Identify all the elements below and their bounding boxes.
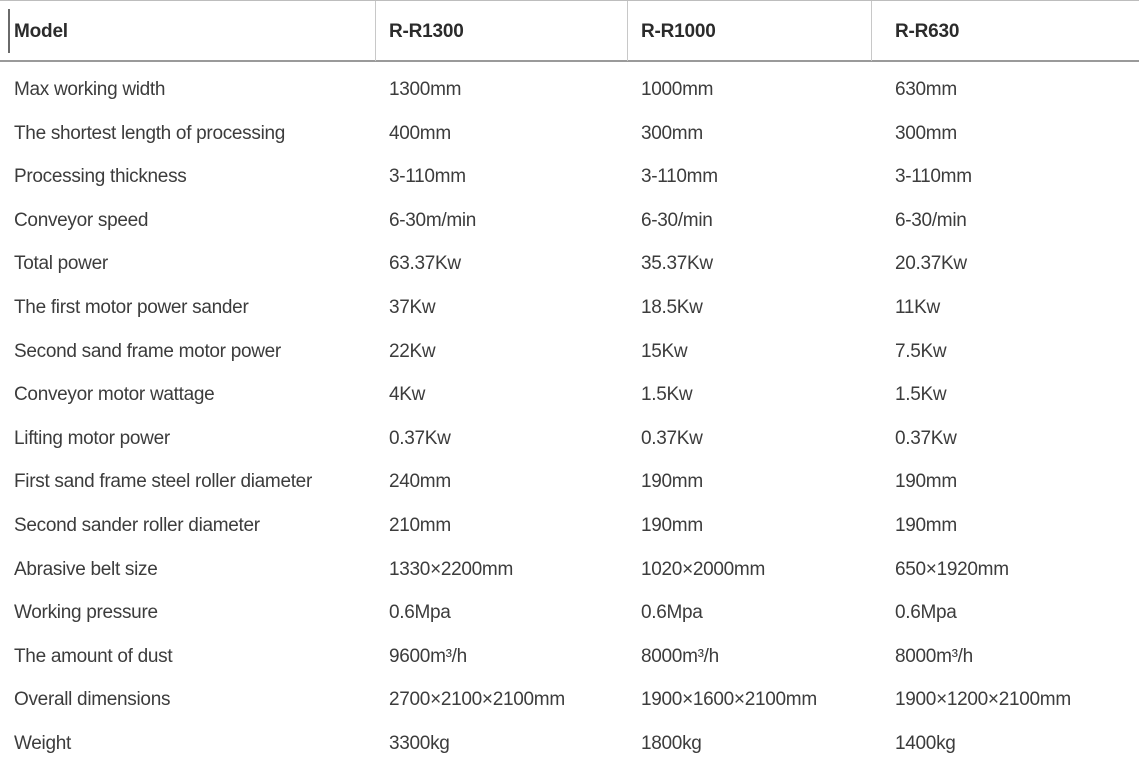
cell-r-r1300: 0.6Mpa [389,602,451,624]
cell-r-r1300: 37Kw [389,296,436,318]
row-label: Second sander roller diameter [14,514,260,536]
cell-r-r1300: 63.37Kw [389,253,461,275]
cell-r-r1000: 190mm [641,514,703,536]
table-body [0,68,1139,766]
cell-r-r630: 300mm [895,122,957,144]
header-column-divider [627,1,628,61]
cell-r-r1000: 8000m³/h [641,645,719,667]
cell-r-r630: 650×1920mm [895,558,1009,580]
cell-r-r630: 6-30/min [895,209,967,231]
cell-r-r1300: 210mm [389,514,451,536]
cell-r-r630: 1.5Kw [895,384,947,406]
cell-r-r1000: 1.5Kw [641,384,693,406]
row-label: Weight [14,732,71,754]
cell-r-r1300: 4Kw [389,384,426,406]
cell-r-r630: 190mm [895,471,957,493]
table-row [0,112,1139,156]
cell-r-r1000: 1800kg [641,732,702,754]
row-label: Total power [14,253,108,275]
cell-r-r1000: 1000mm [641,79,714,100]
header-column-divider [375,1,376,61]
table-row [0,460,1139,504]
row-label: Lifting motor power [14,427,170,449]
cell-r-r1300: 1300mm [389,79,462,100]
cell-r-r630: 11Kw [895,296,940,318]
cell-r-r1300: 1330×2200mm [389,558,513,580]
cell-r-r630: 0.37Kw [895,427,957,449]
cell-r-r1000: 15Kw [641,340,688,362]
cell-r-r630: 8000m³/h [895,645,973,667]
row-label: Processing thickness [14,166,187,188]
table-row [0,591,1139,635]
table-row [0,722,1139,766]
cell-r-r1000: 0.37Kw [641,427,703,449]
cell-r-r1000: 6-30/min [641,209,713,231]
cell-r-r1000: 18.5Kw [641,296,703,318]
table-row [0,68,1139,112]
header-lead-bar [8,9,10,53]
cell-r-r1300: 2700×2100×2100mm [389,689,565,711]
header-r-r1000: R-R1000 [641,21,716,42]
cell-r-r630: 0.6Mpa [895,602,957,624]
cell-r-r630: 190mm [895,514,957,536]
row-label: Abrasive belt size [14,558,158,580]
cell-r-r1300: 6-30m/min [389,209,477,231]
cell-r-r1000: 1020×2000mm [641,558,765,580]
cell-r-r630: 3-110mm [895,166,972,188]
cell-r-r1000: 300mm [641,122,703,144]
row-label: Conveyor motor wattage [14,384,215,406]
cell-r-r630: 20.37Kw [895,253,967,275]
row-label: Working pressure [14,602,158,624]
table-row [0,199,1139,243]
cell-r-r630: 1400kg [895,732,956,754]
table-row [0,155,1139,199]
cell-r-r1300: 240mm [389,471,451,493]
table-header [0,0,1139,62]
cell-r-r1000: 35.37Kw [641,253,713,275]
cell-r-r1300: 9600m³/h [389,645,467,667]
cell-r-r1000: 3-110mm [641,166,718,188]
table-row [0,504,1139,548]
cell-r-r630: 630mm [895,79,957,100]
row-label: Overall dimensions [14,689,171,711]
cell-r-r630: 7.5Kw [895,340,947,362]
header-model: Model [14,21,68,42]
table-row [0,242,1139,286]
cell-r-r1300: 3-110mm [389,166,466,188]
row-label: Conveyor speed [14,209,149,231]
header-column-divider [871,1,872,61]
table-row [0,330,1139,374]
table-row [0,286,1139,330]
cell-r-r1000: 0.6Mpa [641,602,703,624]
row-label: Second sand frame motor power [14,340,281,362]
cell-r-r1300: 22Kw [389,340,436,362]
row-label: The shortest length of processing [14,122,286,144]
row-label: The amount of dust [14,645,173,667]
table-row [0,417,1139,461]
cell-r-r1300: 400mm [389,122,451,144]
header-r-r1300: R-R1300 [389,21,464,42]
row-label: Max working width [14,79,166,100]
table-row [0,548,1139,592]
cell-r-r1300: 0.37Kw [389,427,451,449]
cell-r-r1000: 1900×1600×2100mm [641,689,817,711]
table-row [0,373,1139,417]
cell-r-r1000: 190mm [641,471,703,493]
cell-r-r1300: 3300kg [389,732,450,754]
row-label: First sand frame steel roller diameter [14,471,312,493]
table-row [0,635,1139,679]
table-row [0,678,1139,722]
row-label: The first motor power sander [14,296,249,318]
cell-r-r630: 1900×1200×2100mm [895,689,1071,711]
header-r-r630: R-R630 [895,21,960,42]
